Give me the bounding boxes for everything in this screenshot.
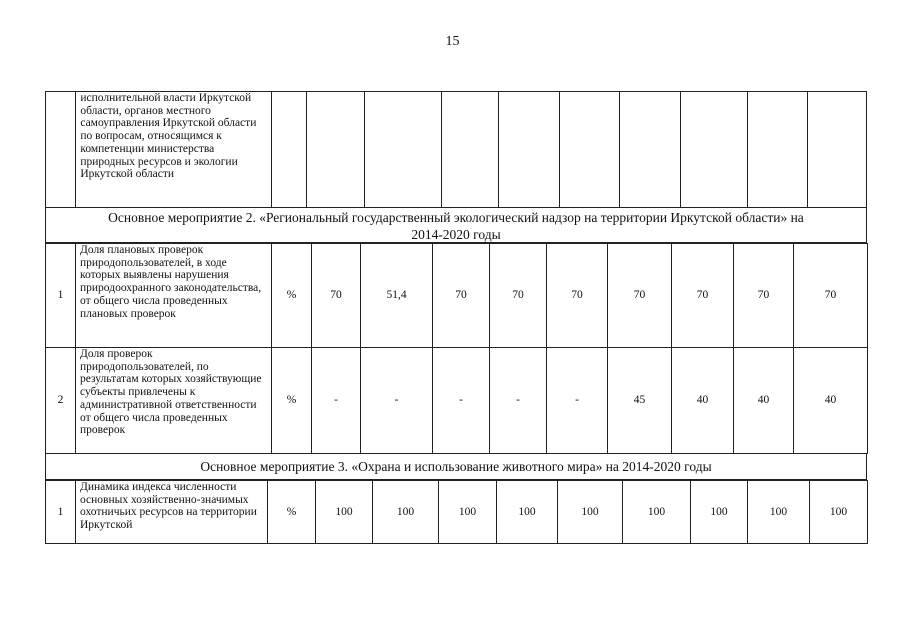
- value-cell: 100: [439, 481, 497, 544]
- value-cell: 70: [672, 244, 734, 348]
- section-heading-2: [45, 207, 867, 243]
- value-cell: -: [490, 348, 547, 454]
- unit-cell: [272, 92, 306, 208]
- row-unit: %: [272, 244, 312, 348]
- value-cell: 100: [810, 481, 868, 544]
- continued-row-table: [45, 91, 867, 208]
- value-cell: [442, 92, 499, 208]
- section2-table: [45, 243, 868, 454]
- value-cell: [365, 92, 442, 208]
- table-row: [46, 348, 868, 454]
- value-cell: 40: [672, 348, 734, 454]
- row-unit: %: [272, 348, 312, 454]
- value-cell: 100: [748, 481, 810, 544]
- row-number: 1: [46, 244, 76, 348]
- value-cell: 40: [794, 348, 868, 454]
- value-cell: 70: [734, 244, 794, 348]
- value-cell: 70: [608, 244, 672, 348]
- section-heading-3: Основное мероприятие 3. «Охрана и использование животного мира» на 2014-2020 годы: [45, 453, 867, 480]
- value-cell: 70: [433, 244, 490, 348]
- value-cell: 70: [490, 244, 547, 348]
- row-description: Доля плановых проверок природопользователей, в ходе которых выявлены нарушения природоохранного законодательства, от общего числа проведенных плановых проверок: [76, 244, 272, 348]
- value-cell: [559, 92, 620, 208]
- table-row: [46, 244, 868, 348]
- value-cell: -: [547, 348, 608, 454]
- value-cell: 100: [497, 481, 558, 544]
- value-cell: [620, 92, 681, 208]
- section-heading-2-line1: Основное мероприятие 2. «Региональный государственный экологический надзор на территории Иркутской области» на: [108, 210, 804, 225]
- row-description: Доля проверок природопользователей, по результатам которых хозяйствующие субъекты привлечены к административной ответственности от общего числа проведенных проверок: [76, 348, 272, 454]
- row-number: 1: [46, 481, 76, 544]
- num-cell: [46, 92, 76, 208]
- value-cell: [306, 92, 365, 208]
- value-cell: 100: [558, 481, 623, 544]
- row-unit: %: [268, 481, 316, 544]
- value-cell: -: [312, 348, 361, 454]
- page-number: 15: [445, 34, 460, 49]
- value-cell: 70: [312, 244, 361, 348]
- row-description: Динамика индекса численности основных хозяйственно-значимых охотничьих ресурсов на территории Иркутской: [76, 481, 268, 544]
- value-cell: -: [433, 348, 490, 454]
- value-cell: [498, 92, 559, 208]
- section-heading-2-line2: 2014-2020 годы: [411, 227, 501, 242]
- value-cell: [808, 92, 867, 208]
- value-cell: 40: [734, 348, 794, 454]
- value-cell: 100: [373, 481, 439, 544]
- value-cell: 100: [691, 481, 748, 544]
- value-cell: [680, 92, 747, 208]
- value-cell: -: [361, 348, 433, 454]
- row-number: 2: [46, 348, 76, 454]
- value-cell: 51,4: [361, 244, 433, 348]
- section3-table: [45, 480, 868, 544]
- table-row: [46, 481, 868, 544]
- description-cell: исполнительной власти Иркутской области, органов местного самоуправления Иркутской области по вопросам, относящимся к компетенции министерства природных ресурсов и экологии Иркутской области: [76, 92, 272, 208]
- value-cell: 45: [608, 348, 672, 454]
- value-cell: 100: [623, 481, 691, 544]
- value-cell: 100: [316, 481, 373, 544]
- value-cell: 70: [794, 244, 868, 348]
- value-cell: [747, 92, 808, 208]
- value-cell: 70: [547, 244, 608, 348]
